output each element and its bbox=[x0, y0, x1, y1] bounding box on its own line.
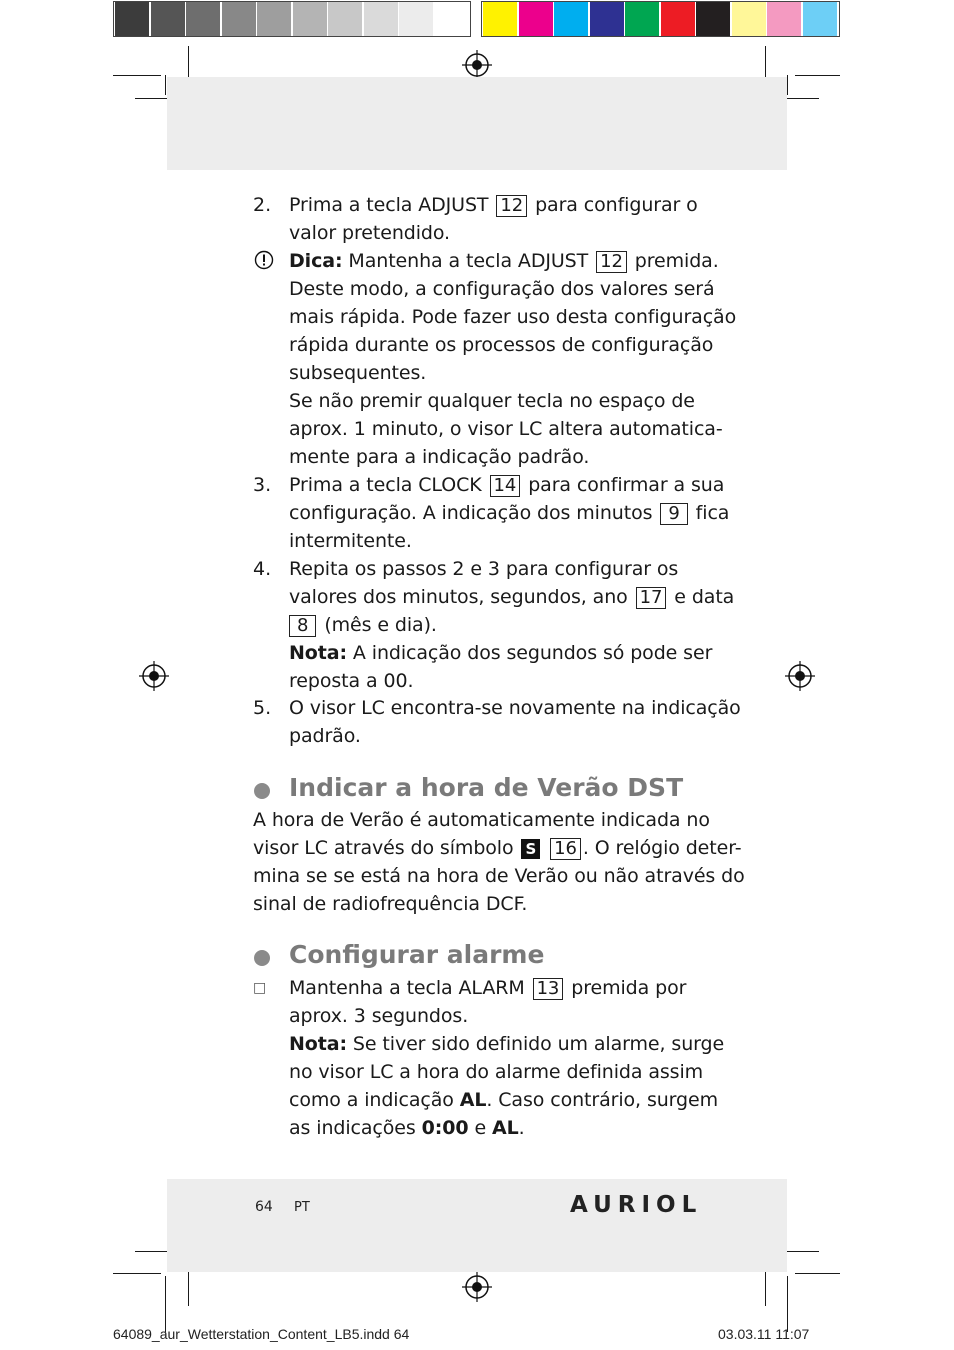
dst-symbol-icon: S bbox=[521, 839, 540, 859]
header-panel bbox=[167, 77, 787, 170]
step-4-line-3: 8 (mês e dia). bbox=[289, 611, 437, 639]
step-3-line-2: configuração. A indicação dos minutos 9 fica bbox=[289, 502, 730, 524]
color-swatch bbox=[554, 2, 588, 36]
date-slug: 03.03.11 11:07 bbox=[718, 1326, 810, 1342]
brand-logo: AURIOL bbox=[570, 1192, 703, 1218]
step-3-line-1: Prima a tecla CLOCK 14 para confirmar a sua bbox=[289, 474, 725, 496]
page-number: 64 bbox=[255, 1199, 273, 1215]
step-3-line-3: intermitente. bbox=[289, 530, 412, 552]
step-number: 3. bbox=[253, 474, 272, 496]
step-number: 4. bbox=[253, 558, 272, 580]
step-4-note-line-2: reposta a 00. bbox=[289, 670, 414, 692]
step-5-line-1: O visor LC encontra-se novamente na indicação bbox=[289, 697, 741, 719]
gray-swatch bbox=[186, 2, 220, 36]
tip-line: rápida durante os processos de configuração bbox=[289, 334, 714, 356]
color-swatch bbox=[732, 2, 766, 36]
gray-swatch bbox=[115, 2, 149, 36]
tip-line: Se não premir qualquer tecla no espaço de bbox=[289, 390, 695, 412]
color-swatch bbox=[590, 2, 624, 36]
registration-mark-icon bbox=[139, 661, 169, 691]
gray-swatch bbox=[364, 2, 398, 36]
step-2-line-1: Prima a tecla ADJUST 12 para configurar o bbox=[289, 194, 698, 216]
color-swatch bbox=[767, 2, 801, 36]
dst-line-2: visor LC através do símbolo S 16 . O relógio deter- bbox=[253, 837, 742, 859]
gray-swatch bbox=[222, 2, 256, 36]
alarm-line-2: aprox. 3 segundos. bbox=[289, 1005, 469, 1027]
dst-line-4: sinal de radiofrequência DCF. bbox=[253, 893, 528, 915]
section-heading-dst: Indicar a hora de Verão DST bbox=[289, 773, 684, 802]
section-heading-alarm: Configurar alarme bbox=[289, 940, 545, 969]
dst-line-3: mina se se está na hora de Verão ou não através do bbox=[253, 865, 745, 887]
registration-mark-icon bbox=[462, 1272, 492, 1302]
color-swatch bbox=[483, 2, 517, 36]
reference-number: 9 bbox=[660, 503, 687, 525]
color-swatch bbox=[625, 2, 659, 36]
dst-line-1: A hora de Verão é automaticamente indicada no bbox=[253, 809, 710, 831]
gray-swatch bbox=[328, 2, 362, 36]
step-4-note-line-1: Nota: A indicação dos segundos só pode ser bbox=[289, 642, 713, 664]
exclamation-icon bbox=[254, 250, 274, 270]
note-label: Nota: bbox=[289, 642, 347, 664]
tip-line-1: Dica: Mantenha a tecla ADJUST 12 premida. bbox=[289, 250, 719, 272]
gray-swatch bbox=[399, 2, 433, 36]
color-swatch bbox=[519, 2, 553, 36]
tip-label: Dica: bbox=[289, 250, 343, 272]
reference-number: 12 bbox=[496, 195, 527, 217]
gray-swatch bbox=[293, 2, 327, 36]
section-bullet-icon bbox=[254, 950, 270, 966]
gray-swatch bbox=[435, 2, 469, 36]
note-label: Nota: bbox=[289, 1033, 347, 1055]
step-number: 5. bbox=[253, 697, 272, 719]
step-2-line-2: valor pretendido. bbox=[289, 222, 450, 244]
alarm-note-line-3: como a indicação AL. Caso contrário, surgem bbox=[289, 1089, 719, 1111]
tip-line: subsequentes. bbox=[289, 362, 427, 384]
gray-swatch bbox=[257, 2, 291, 36]
reference-number: 12 bbox=[596, 251, 627, 273]
gray-swatch bbox=[151, 2, 185, 36]
reference-number: 13 bbox=[533, 978, 564, 1000]
alarm-note-line-1: Nota: Se tiver sido definido um alarme, surge bbox=[289, 1033, 725, 1055]
step-4-line-1: Repita os passos 2 e 3 para configurar os bbox=[289, 558, 679, 580]
color-swatch bbox=[696, 2, 730, 36]
step-5-line-2: padrão. bbox=[289, 725, 361, 747]
registration-mark-icon bbox=[462, 50, 492, 80]
alarm-note-line-4: as indicações 0:00 e AL. bbox=[289, 1117, 525, 1139]
color-swatch bbox=[803, 2, 837, 36]
color-swatch bbox=[661, 2, 695, 36]
alarm-line-1: Mantenha a tecla ALARM 13 premida por bbox=[289, 977, 687, 999]
reference-number: 17 bbox=[636, 587, 667, 609]
tip-line: mente para a indicação padrão. bbox=[289, 446, 590, 468]
section-bullet-icon bbox=[254, 783, 270, 799]
alarm-note-line-2: no visor LC a hora do alarme definida assim bbox=[289, 1061, 704, 1083]
tip-line: mais rápida. Pode fazer uso desta configuração bbox=[289, 306, 737, 328]
step-4-line-2: valores dos minutos, segundos, ano 17 e data bbox=[289, 586, 735, 608]
registration-mark-icon bbox=[785, 661, 815, 691]
reference-number: 8 bbox=[289, 615, 316, 637]
step-number: 2. bbox=[253, 194, 272, 216]
tip-line: aprox. 1 minuto, o visor LC altera automatica- bbox=[289, 418, 723, 440]
language-code: PT bbox=[294, 1200, 310, 1215]
reference-number: 16 bbox=[550, 838, 581, 860]
checkbox-bullet-icon: □ bbox=[253, 980, 267, 996]
reference-number: 14 bbox=[490, 475, 521, 497]
file-slug: 64089_aur_Wetterstation_Content_LB5.indd 64 bbox=[113, 1326, 410, 1342]
tip-line: Deste modo, a configuração dos valores será bbox=[289, 278, 715, 300]
